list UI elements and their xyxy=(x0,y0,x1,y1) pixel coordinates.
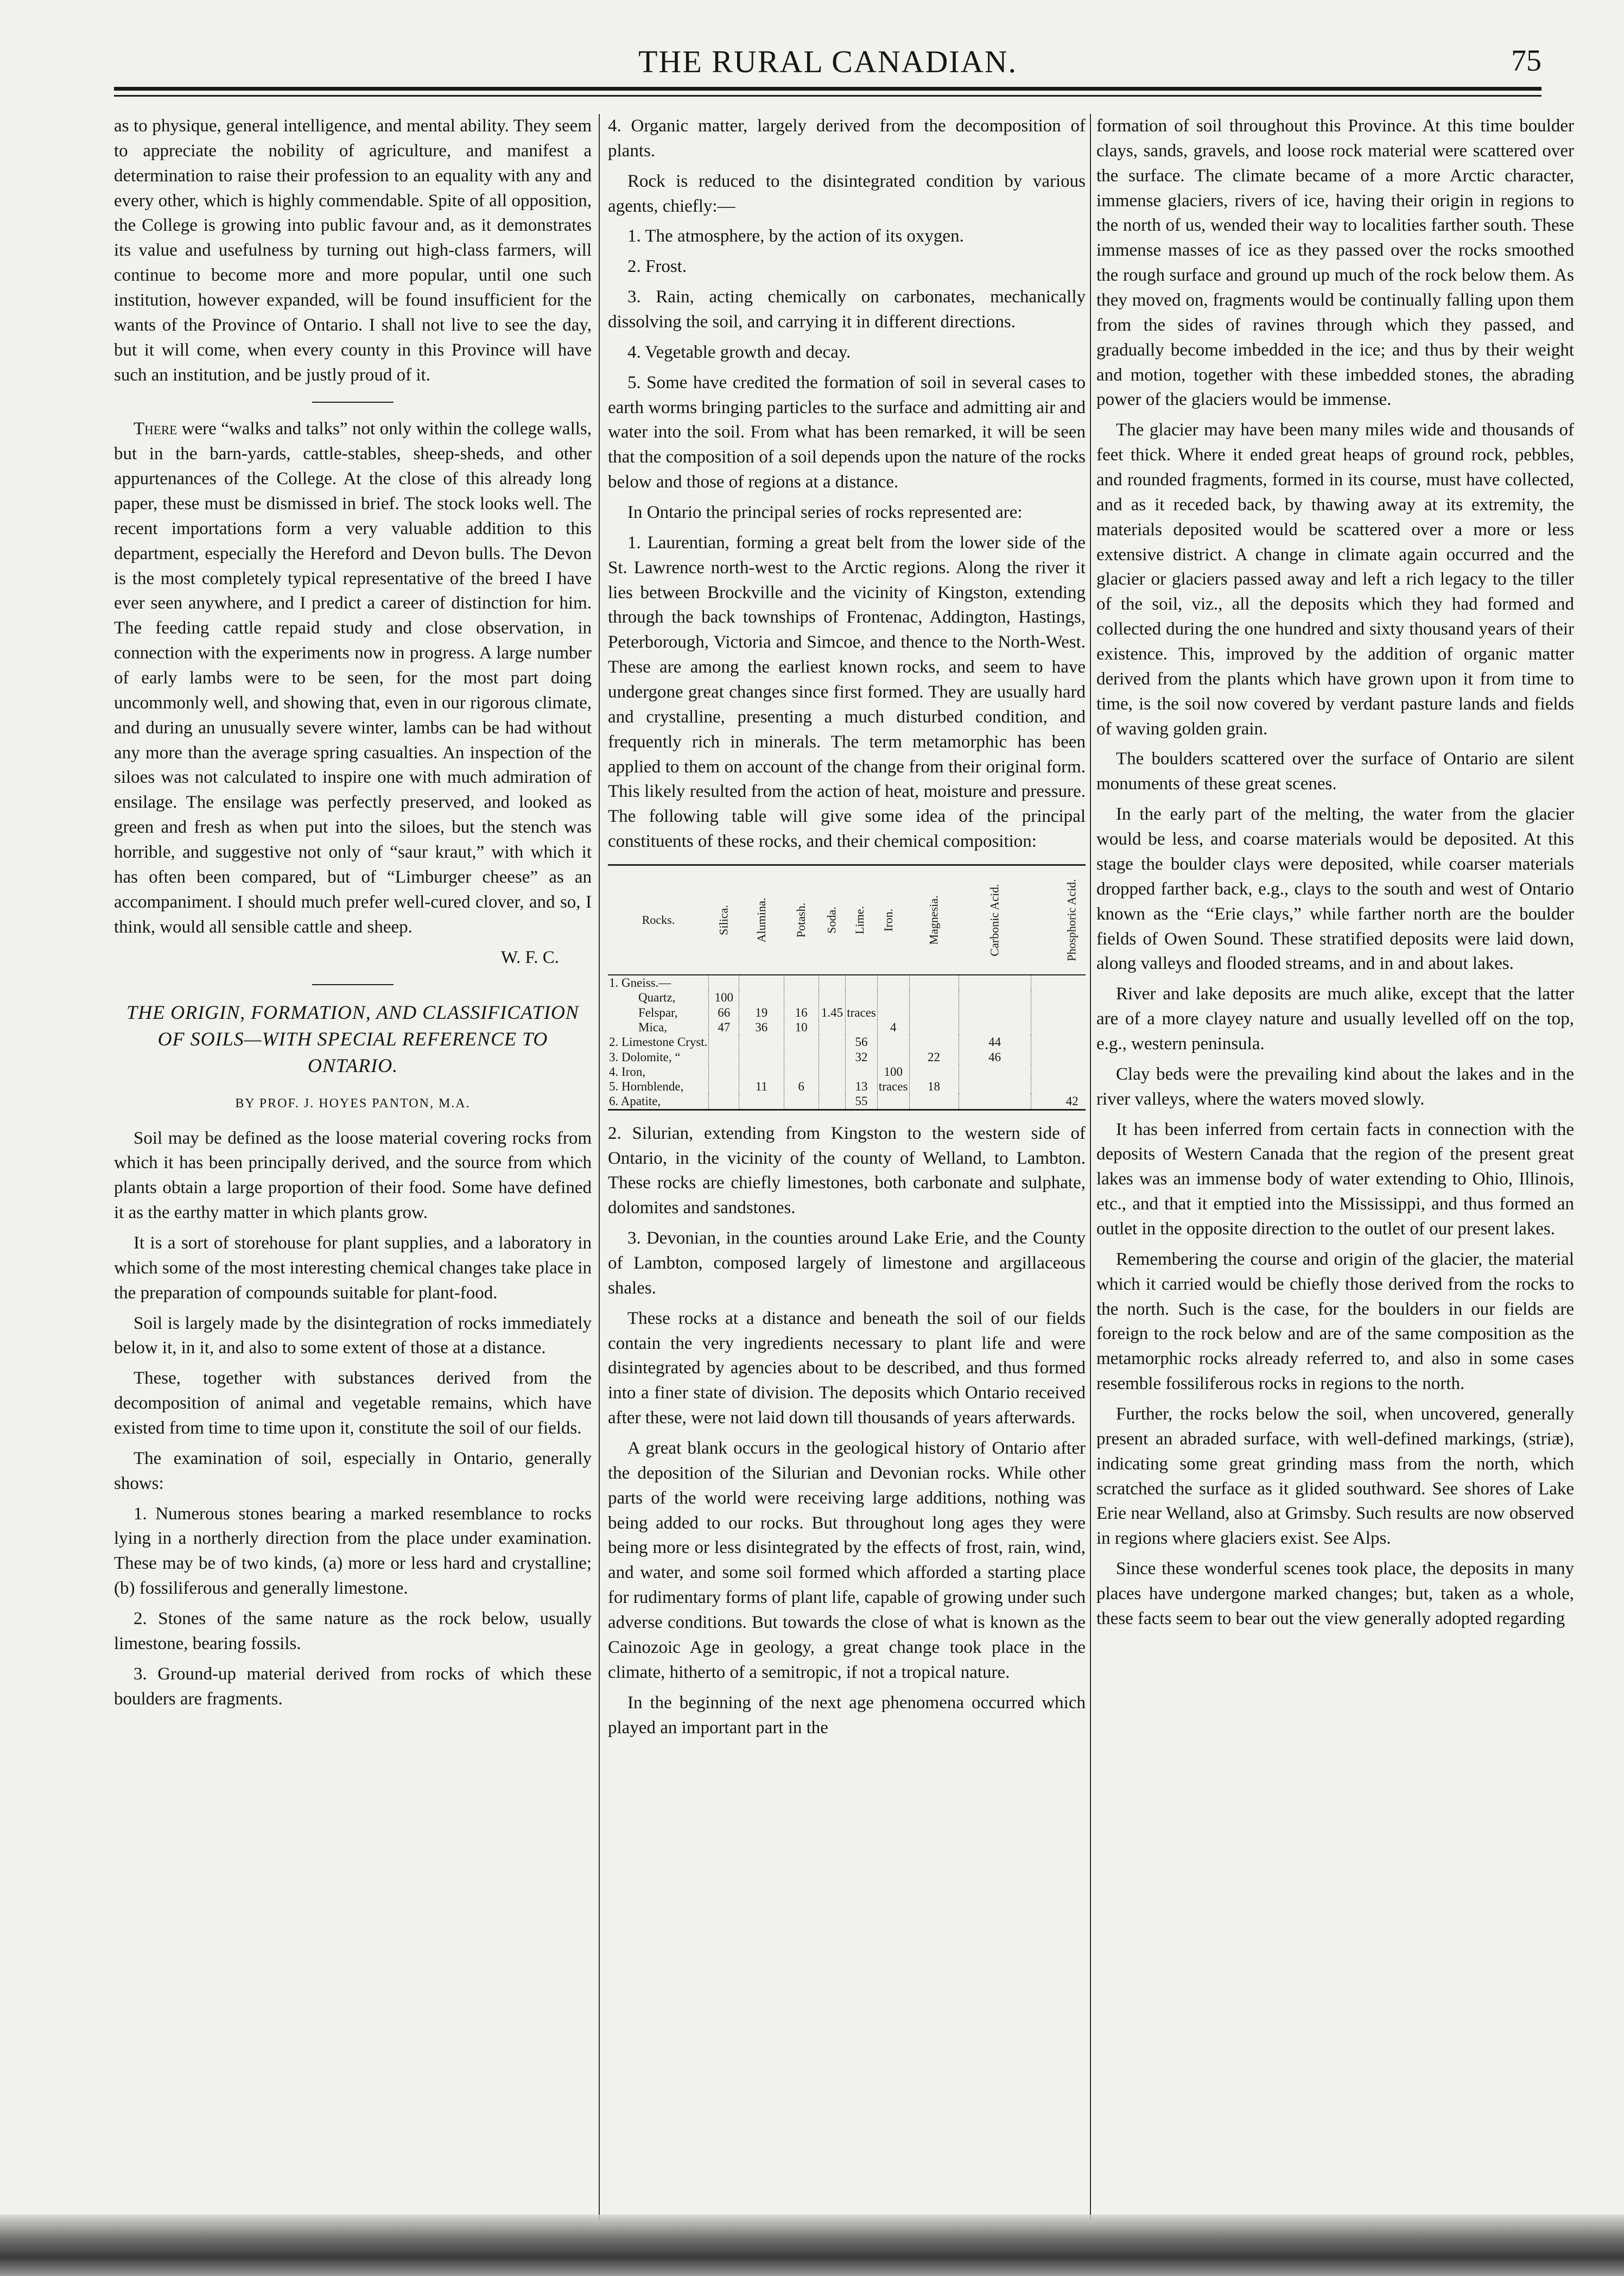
col1-paragraph: Soil may be defined as the loose material covering rocks from which it has been principally derived, and the source from which plants obtain a large proportion of their food. Some have defined it as the earthy matter in which plants grow. xyxy=(114,1128,592,1223)
column-header xyxy=(877,865,909,975)
walks-and-talks-paragraph xyxy=(114,417,592,940)
col2-paragraph: 3. Rain, acting chemically on carbonates, mechanically dissolving the soil, and carrying it in different directions. xyxy=(608,287,1086,332)
col1-paragraph: 1. Numerous stones bearing a marked resemblance to rocks lying in a northerly direction from the place under examination. These may be of two kinds, (a) more or less hard and crystalline; (b) fossiliferous and generally limestone. xyxy=(114,1504,592,1599)
col2-paragraph: Rock is reduced to the disintegrated condition by various agents, chiefly:— xyxy=(608,171,1086,216)
table-cell xyxy=(959,1005,1031,1020)
column-1 xyxy=(114,114,592,2204)
col3-paragraph: Remembering the course and origin of the glacier, the material which it carried would be chiefly those derived from the rocks to the north. Such is the case, for the boulders in our fields are foreign to the rock below and are of the same composition as the metamorphic rocks already referred to, and also in some cases resemble fossiliferous rocks in regions to the north. xyxy=(1096,1249,1574,1394)
table-cell: 44 xyxy=(959,1035,1031,1049)
table-cell xyxy=(819,975,846,990)
table-cell: 22 xyxy=(909,1050,959,1064)
table-cell: 55 xyxy=(846,1094,878,1110)
table-row xyxy=(608,1005,1086,1020)
table-cell xyxy=(739,1064,784,1079)
table-cell xyxy=(846,1020,878,1035)
table-cell xyxy=(819,1064,846,1079)
table-cell xyxy=(784,1064,819,1079)
rock-name-cell: 1. Gneiss.— xyxy=(609,976,671,990)
table-cell xyxy=(739,975,784,990)
table-cell xyxy=(819,1020,846,1035)
section-separator xyxy=(312,984,394,985)
col1-paragraph: Soil is largely made by the disintegration of rocks immediately below it, in it, and also to some extent of those at a distance. xyxy=(114,1313,592,1358)
table-cell xyxy=(784,1035,819,1049)
table-cell xyxy=(909,1005,959,1020)
column-header xyxy=(739,865,784,975)
column-header-label: Silica. xyxy=(716,905,731,936)
table-cell xyxy=(877,1094,909,1110)
column-header-label: Soda. xyxy=(824,906,839,934)
col3-paragraph: The boulders scattered over the surface of Ontario are silent monuments of these great scenes. xyxy=(1096,749,1574,794)
table-cell: 11 xyxy=(739,1079,784,1094)
table-cell xyxy=(819,1035,846,1049)
table-cell: 56 xyxy=(846,1035,878,1049)
col2-paragraph: In the beginning of the next age phenomena occurred which played an important part in the xyxy=(608,1692,1086,1738)
col3-paragraph: It has been inferred from certain facts in connection with the deposits of Western Canada that the region of the present great lakes was an immense body of water extending to Ohio, Illinois, etc., and that it emptied into the Mississippi, and thus formed an outlet in the opposite direction to the outlet of our present lakes. xyxy=(1096,1119,1574,1239)
article-byline: BY PROF. J. HOYES PANTON, M.A. xyxy=(235,1096,471,1111)
col3-paragraph: River and lake deposits are much alike, except that the latter are of a more clayey nature and usually levelled off on the top, e.g., western peninsula. xyxy=(1096,984,1574,1054)
rock-name-cell: 5. Hornblende, xyxy=(609,1080,684,1094)
table-cell xyxy=(819,1094,846,1110)
col1-paragraph: It is a sort of storehouse for plant supplies, and a laboratory in which some of the most interesting chemical changes take place in the preparation of compounds suitable for plant-food. xyxy=(114,1233,592,1303)
rock-name-cell: 6. Apatite, xyxy=(609,1094,661,1108)
column-3 xyxy=(1096,114,1574,2204)
col2-paragraph: 2. Silurian, extending from Kingston to the western side of Ontario, in the vicinity of the county of Welland, to Lambton. These rocks are chiefly limestones, both carbonate and sulphate, dolomites and sandstones. xyxy=(608,1123,1086,1218)
table-body xyxy=(608,975,1086,1110)
header-rule-thick xyxy=(114,87,1541,91)
table-row xyxy=(608,1035,1086,1049)
rock-name-cell: Quartz, xyxy=(638,991,676,1005)
table-cell: 1.45 xyxy=(819,1005,846,1020)
table-row xyxy=(608,1094,1086,1110)
article-title: THE ORIGIN, FORMATION, AND CLASSIFICATION OF SOILS—WITH SPECIAL REFERENCE TO ONTARIO. xyxy=(126,1001,579,1076)
table-cell: 66 xyxy=(709,1005,739,1020)
table-cell xyxy=(739,990,784,1005)
rock-name-cell: 2. Limestone Cryst. xyxy=(609,1035,708,1049)
table-cell xyxy=(846,1064,878,1079)
table-cell xyxy=(819,1079,846,1094)
table-cell xyxy=(909,1020,959,1035)
rock-name-cell: 4. Iron, xyxy=(609,1064,646,1079)
col2-paragraph: In Ontario the principal series of rocks represented are: xyxy=(627,503,1023,523)
column-header-label: Magnesia. xyxy=(927,895,941,946)
table-cell xyxy=(784,1050,819,1064)
table-cell xyxy=(1031,1079,1086,1094)
scan-edge-artifact xyxy=(0,2215,1624,2276)
table-cell xyxy=(1031,975,1086,990)
col3-paragraph: Further, the rocks below the soil, when uncovered, generally present an abraded surface, with well-defined markings, (striæ), indicating some great grinding mass from the north, which scratched the surface as it glided southward. See shores of Lake Erie near Welland, also at Grimsby. Such results are now observed in regions where glaciers exist. See Alps. xyxy=(1096,1404,1574,1549)
col2-paragraph: 4. Organic matter, largely derived from the decomposition of plants. xyxy=(608,116,1086,161)
table-cell xyxy=(877,990,909,1005)
table-cell: 16 xyxy=(784,1005,819,1020)
signature: W. F. C. xyxy=(500,947,559,967)
table-cell: 42 xyxy=(1031,1094,1086,1110)
table-header-row xyxy=(608,865,1086,975)
col2-paragraph: 4. Vegetable growth and decay. xyxy=(627,342,851,362)
table-row xyxy=(608,990,1086,1005)
table-cell: 13 xyxy=(846,1079,878,1094)
table-cell xyxy=(739,1035,784,1049)
table-cell xyxy=(784,1094,819,1110)
table-cell xyxy=(739,1094,784,1110)
col2-paragraph: 2. Frost. xyxy=(627,257,687,277)
table-cell: 4 xyxy=(877,1020,909,1035)
header-rule-thin xyxy=(114,95,1541,97)
column-header-label: Iron. xyxy=(881,909,896,932)
column-header-label: Lime. xyxy=(852,906,866,935)
table-cell xyxy=(959,1064,1031,1079)
section-separator xyxy=(312,402,394,403)
table-cell: traces xyxy=(877,1079,909,1094)
table-cell: 46 xyxy=(959,1050,1031,1064)
col1-paragraph: These, together with substances derived from the decomposition of animal and vegetable remains, which have existed from time to time upon it, constitute the soil of our fields. xyxy=(114,1368,592,1438)
column-header xyxy=(959,865,1031,975)
table-cell xyxy=(1031,1035,1086,1049)
newspaper-title: THE RURAL CANADIAN. xyxy=(638,44,1017,79)
rock-composition-table xyxy=(608,864,1086,1111)
table-cell xyxy=(784,990,819,1005)
column-divider-1 xyxy=(599,114,600,2220)
table-cell: 47 xyxy=(709,1020,739,1035)
table-cell: 6 xyxy=(784,1079,819,1094)
table-cell: 19 xyxy=(739,1005,784,1020)
table-row xyxy=(608,1020,1086,1035)
col1-paragraph: The examination of soil, especially in Ontario, generally shows: xyxy=(114,1448,592,1493)
table-cell xyxy=(877,1050,909,1064)
column-header xyxy=(1031,865,1086,975)
table-cell xyxy=(1031,1005,1086,1020)
table-cell xyxy=(877,1035,909,1049)
column-header xyxy=(819,865,846,975)
rock-name-cell: Mica, xyxy=(638,1020,668,1034)
column-divider-2 xyxy=(1090,114,1091,2220)
table-cell xyxy=(709,975,739,990)
column-header xyxy=(846,865,878,975)
table-cell xyxy=(959,1079,1031,1094)
table-cell xyxy=(1031,990,1086,1005)
column-header-label: Potash. xyxy=(794,903,808,938)
page-header xyxy=(114,38,1541,87)
table-cell xyxy=(739,1050,784,1064)
table-row xyxy=(608,1064,1086,1079)
lead-word: There xyxy=(134,419,177,439)
table-cell: 32 xyxy=(846,1050,878,1064)
col2-paragraph: A great blank occurs in the geological history of Ontario after the deposition of the Silurian and Devonian rocks. While other parts of the world were receiving large additions, nothing was being added to our rocks. But throughout long ages they were being more or less disintegrated by the effects of frost, rain, wind, and water, and some soil formed which afforded a starting place for rudimentary forms of plant life, capable of growing under such adverse conditions. But towards the close of what is known as the Cainozoic Age in geology, a great change took place in the climate, hitherto of a semitropic, if not a tropical nature. xyxy=(608,1438,1086,1682)
page-number: 75 xyxy=(1511,44,1541,78)
col2-paragraph: 1. The atmosphere, by the action of its oxygen. xyxy=(627,226,964,246)
table-cell xyxy=(959,975,1031,990)
table-cell xyxy=(819,1050,846,1064)
table-cell xyxy=(1031,1050,1086,1064)
column-2 xyxy=(608,114,1086,2204)
table-cell xyxy=(784,975,819,990)
col2-paragraph: 1. Laurentian, forming a great belt from the lower side of the St. Lawrence north-west to the Arctic regions. Along the river it lies between Brockville and the vicinity of Kingston, extending through the back townships of Frontenac, Addington, Hastings, Peterborough, Victoria and Simcoe, and thence to the North-West. These are among the earliest known rocks, and seem to have undergone great changes since first formed. They are usually hard and crystalline, presenting a much disturbed condition, and frequently rich in minerals. The term metamorphic has been applied to them on account of the change from their original form. This likely resulted from the action of heat, moisture and pressure. The following table will give some idea of the principal constituents of these rocks, and their chemical composition: xyxy=(608,532,1086,852)
table-cell: 10 xyxy=(784,1020,819,1035)
column-header-label: Carbonic Acid. xyxy=(987,884,1001,957)
col1-paragraph: 2. Stones of the same nature as the rock below, usually limestone, bearing fossils. xyxy=(114,1608,592,1653)
table-cell xyxy=(709,1079,739,1094)
table-cell: 36 xyxy=(739,1020,784,1035)
table-cell xyxy=(909,1064,959,1079)
column-header xyxy=(784,865,819,975)
col3-paragraph: Clay beds were the prevailing kind about the lakes and in the river valleys, where the waters moved slowly. xyxy=(1096,1064,1574,1109)
table-cell xyxy=(909,1035,959,1049)
table-cell xyxy=(709,1094,739,1110)
table-cell: traces xyxy=(846,1005,878,1020)
table-row xyxy=(608,975,1086,990)
col3-paragraph: In the early part of the melting, the water from the glacier would be less, and coarse materials would be deposited. At this stage the boulder clays were deposited, while coarser materials dropped farther back, e.g., clays to the south and west of Ontario known as the “Erie clays,” while farther north are the boulder fields of Owen Sound. These stratified deposits were laid down, along valleys and flooded streams, and in and about lakes. xyxy=(1096,804,1574,974)
col1-paragraph: 3. Ground-up material derived from rocks of which these boulders are fragments. xyxy=(114,1664,592,1709)
table-cell xyxy=(709,1064,739,1079)
table-cell xyxy=(959,990,1031,1005)
table-row xyxy=(608,1079,1086,1094)
rock-name-cell: 3. Dolomite, “ xyxy=(609,1050,681,1064)
table-cell: 18 xyxy=(909,1079,959,1094)
table-row xyxy=(608,1050,1086,1064)
col3-paragraph: The glacier may have been many miles wide and thousands of feet thick. Where it ended great heaps of ground rock, pebbles, and rounded fragments, formed in its course, must have collected, and as it receded back, by thawing away at its extremity, the materials deposited would be scattered over a more or less extensive district. A change in climate again occurred and the glacier or glaciers passed away and left a rich legacy to the tiller of the soil, viz., all the deposits which they had formed and collected during the one hundred and sixty thousand years of their existence. This, improved by the addition of organic matter derived from the plants which have grown upon it from time to time, is the soil now covered by verdant pasture lands and fields of waving golden grain. xyxy=(1096,420,1574,739)
col3-paragraph: formation of soil throughout this Province. At this time boulder clays, sands, gravels, and loose rock material were scattered over the surface. The climate became of a more Arctic character, immense glaciers, rivers of ice, having their origin in regions to the north of us, wended their way to localities farther south. These immense masses of ice as they passed over the rocks smoothed the rough surface and ground up much of the rock below them. As they moved on, fragments would be continually falling upon them from the sides of ravines through which they passed, and gradually become imbedded in the ice; and thus by their weight and motion, together with these imbedded stones, the abrading power of the glaciers would be immense. xyxy=(1096,116,1574,410)
table-cell xyxy=(909,1094,959,1110)
table-cell xyxy=(819,990,846,1005)
table-cell xyxy=(909,975,959,990)
col2-paragraph: 5. Some have credited the formation of soil in several cases to earth worms bringing particles to the surface and admitting air and water into the soil. From what has been remarked, it will be seen that the composition of a soil depends upon the nature of the rocks below and those of regions at a distance. xyxy=(608,372,1086,492)
col2-paragraph: 3. Devonian, in the counties around Lake Erie, and the County of Lambton, composed largely of limestone and argillaceous shales. xyxy=(608,1228,1086,1298)
column-header xyxy=(709,865,739,975)
rock-name-cell: Felspar, xyxy=(638,1005,678,1019)
table-cell xyxy=(846,990,878,1005)
table-cell xyxy=(877,975,909,990)
table-cell xyxy=(1031,1064,1086,1079)
col3-paragraph: Since these wonderful scenes took place, the deposits in many places have undergone marked changes; but, taken as a whole, these facts seem to bear out the view generally adopted regarding xyxy=(1096,1559,1574,1628)
walks-and-talks-text: were “walks and talks” not only within the college walls, but in the barn-yards, cattle-stables, sheep-sheds, and other appurtenances of the College. At the close of this already long paper, these must be dismissed in brief. The stock looks well. The recent importations form a very valuable addition to this department, especially the Hereford and Devon bulls. The Devon is the most completely typical representative of the breed I have ever seen anywhere, and I predict a career of distinction for him. The feeding cattle repaid study and close observation, in connection with the experiments now in progress. A large number of early lambs were to be seen, for the most part doing uncommonly well, and showing that, even in our rigorous climate, and during an unusually severe winter, lambs can be had without any more than the average spring casualties. An inspection of the siloes was not calculated to inspire one with much admiration of ensilage. The ensilage was perfectly preserved, and looked as green and fresh as when put into the siloes, but the stench was horrible, and suggestive not only of “saur kraut,” with which it has often been compared, but of “Limburger cheese” as an accompaniment. I should much prefer well-cured clover, and so, I think, would all sensible cattle and sheep. xyxy=(114,419,592,937)
table-cell xyxy=(909,990,959,1005)
rocks-column-header: Rocks. xyxy=(608,865,709,975)
table-cell xyxy=(1031,1020,1086,1035)
table-cell xyxy=(959,1094,1031,1110)
column-header-label: Alumina. xyxy=(754,898,768,943)
table-cell: 100 xyxy=(709,990,739,1005)
table-cell xyxy=(709,1035,739,1049)
table-cell: 100 xyxy=(877,1064,909,1079)
table-cell xyxy=(846,975,878,990)
table-cell xyxy=(959,1020,1031,1035)
column-header-label: Phosphoric Acid. xyxy=(1064,879,1079,962)
col2-paragraph: These rocks at a distance and beneath the soil of our fields contain the very ingredients necessary to plant life and were disintegrated by agencies about to be described, and thus formed into a finer state of division. The deposits which Ontario received after these, were not laid down till thousands of years afterwards. xyxy=(608,1308,1086,1428)
column-header xyxy=(909,865,959,975)
col1-paragraph: as to physique, general intelligence, and mental ability. They seem to appreciate the nobility of agriculture, and manifest a determination to raise their profession to an equality with any and every other, which is highly commendable. Spite of all opposition, the College is growing into public favour and, as it demonstrates its value and usefulness by turning out high-class farmers, will continue to become more and more popular, until one such institution, however expanded, will be found insufficient for the wants of the Province of Ontario. I shall not live to see the day, but it will come, when every county in this Province will have such an institution, and be justly proud of it. xyxy=(114,116,592,385)
table-cell xyxy=(709,1050,739,1064)
table-cell xyxy=(877,1005,909,1020)
